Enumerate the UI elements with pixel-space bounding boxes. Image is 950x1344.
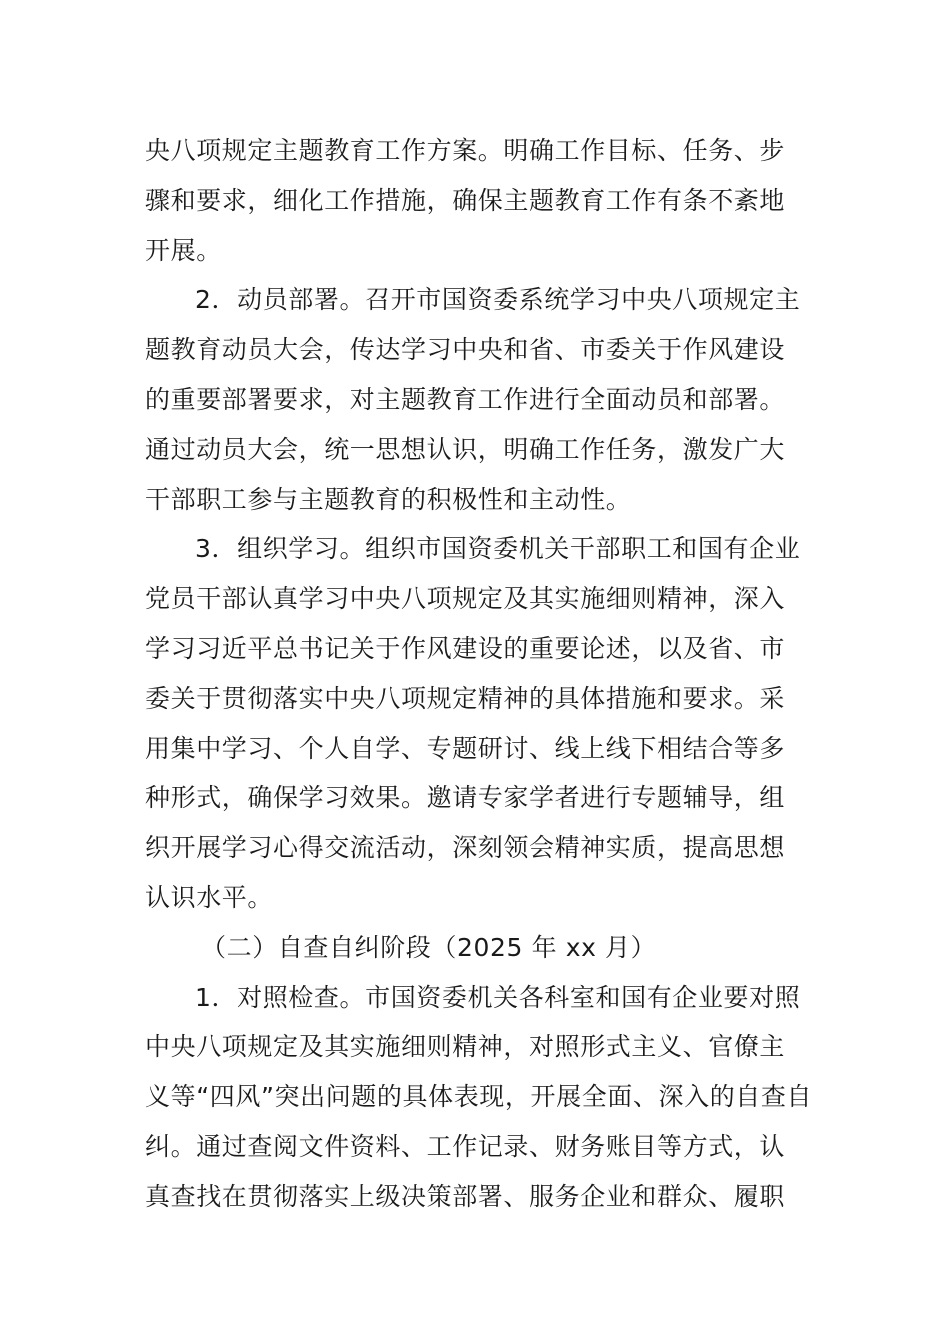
text-line: 的重要部署要求，对主题教育工作进行全面动员和部署。 (145, 384, 786, 414)
document-body (145, 126, 813, 1222)
text-line: 认识水平。 (145, 882, 274, 912)
text-line: 委关于贯彻落实中央八项规定精神的具体措施和要求。采 (145, 683, 786, 713)
text-line: 央八项规定主题教育工作方案。明确工作目标、任务、步 (145, 136, 786, 165)
text-line: 种形式，确保学习效果。邀请专家学者进行专题辅导，组 (145, 783, 786, 813)
text-line: 通过动员大会，统一思想认识，明确工作任务，激发广大 (145, 434, 786, 464)
text-line: 纠。通过查阅文件资料、工作记录、财务账目等方式，认 (145, 1131, 786, 1161)
text-line: 真查找在贯彻落实上级决策部署、服务企业和群众、履职 (145, 1181, 786, 1211)
paragraph-start-line: 2．动员部署。召开市国资委系统学习中央八项规定主 (195, 285, 801, 315)
text-line: 题教育动员大会，传达学习中央和省、市委关于作风建设 (145, 335, 786, 365)
text-line: 骤和要求，细化工作措施，确保主题教育工作有条不紊地 (145, 185, 786, 215)
text-line: 中央八项规定及其实施细则精神，对照形式主义、官僚主 (145, 1032, 786, 1062)
paragraph-start-line: 1．对照检查。市国资委机关各科室和国有企业要对照 (195, 982, 801, 1012)
text-line: 用集中学习、个人自学、专题研讨、线上线下相结合等多 (145, 733, 786, 763)
section-heading: （二）自查自纠阶段（2025 年 xx 月） (201, 932, 657, 962)
text-line: 干部职工参与主题教育的积极性和主动性。 (145, 484, 632, 514)
text-line: 党员干部认真学习中央八项规定及其实施细则精神，深入 (145, 584, 786, 614)
text-line: 义等“四风”突出问题的具体表现，开展全面、深入的自查自 (145, 1082, 813, 1112)
text-line: 织开展学习心得交流活动，深刻领会精神实质，提高思想 (145, 833, 786, 863)
text-line: 学习习近平总书记关于作风建设的重要论述，以及省、市 (145, 633, 786, 663)
paragraph-start-line: 3．组织学习。组织市国资委机关干部职工和国有企业 (195, 534, 801, 564)
text-line: 开展。 (145, 235, 222, 265)
